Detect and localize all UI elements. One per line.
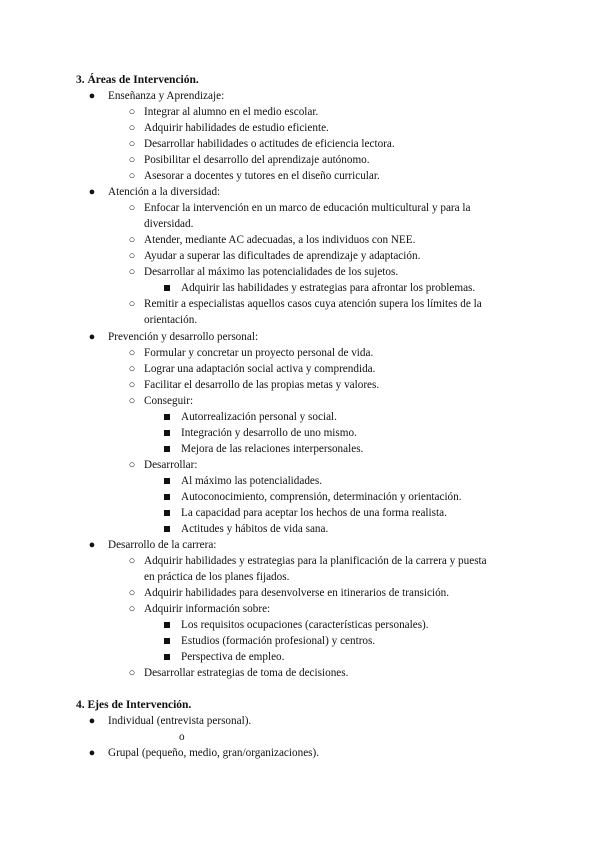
list-item: Grupal (pequeño, medio, gran/organizaciones). xyxy=(108,747,320,759)
bullet-circle-icon: ○ xyxy=(128,154,136,166)
bullet-circle-icon: ○ xyxy=(128,667,136,679)
bullet-square-icon xyxy=(164,414,170,420)
list-item: Individual (entrevista personal). xyxy=(108,715,252,727)
bullet-disc-icon: ● xyxy=(88,90,96,102)
list-item: La capacidad para aceptar los hechos de una forma realista. xyxy=(181,507,447,519)
bullet-circle-icon: ○ xyxy=(128,555,136,567)
list-item: Atender, mediante AC adecuadas, a los individuos con NEE. xyxy=(144,234,416,246)
list-item: Adquirir habilidades para desenvolverse en itinerarios de transición. xyxy=(144,587,450,599)
list-item: Desarrollo de la carrera: xyxy=(108,539,217,551)
section-4-heading: 4. Ejes de Intervención. xyxy=(76,699,192,711)
list-item: Ayudar a superar las dificultades de aprendizaje y adaptación. xyxy=(144,250,421,262)
bullet-disc-icon: ● xyxy=(88,186,96,198)
bullet-square-icon xyxy=(164,654,170,660)
list-item: Desarrollar: xyxy=(144,459,198,471)
bullet-square-icon xyxy=(164,526,170,532)
bullet-circle-icon: ○ xyxy=(128,603,136,615)
list-item: Al máximo las potencialidades. xyxy=(181,475,323,487)
bullet-circle-icon: ○ xyxy=(128,138,136,150)
list-item-continuation: orientación. xyxy=(144,314,198,326)
bullet-square-icon xyxy=(164,478,170,484)
bullet-disc-icon: ● xyxy=(88,715,96,727)
bullet-circle-icon: ○ xyxy=(128,363,136,375)
list-item: Adquirir información sobre: xyxy=(144,603,271,615)
section-3-heading: 3. Áreas de Intervención. xyxy=(76,74,199,86)
list-item: Integración y desarrollo de uno mismo. xyxy=(181,427,357,439)
list-item: Estudios (formación profesional) y centros. xyxy=(181,635,376,647)
bullet-disc-icon: ● xyxy=(88,331,96,343)
bullet-circle-icon: ○ xyxy=(128,587,136,599)
list-item: Atención a la diversidad: xyxy=(108,186,221,198)
list-item: Adquirir habilidades y estrategias para la planificación de la carrera y puesta xyxy=(144,555,487,567)
bullet-circle-icon: ○ xyxy=(128,266,136,278)
list-item-connector: o xyxy=(179,731,185,743)
list-item: Lograr una adaptación social activa y comprendida. xyxy=(144,363,376,375)
bullet-disc-icon: ● xyxy=(88,747,96,759)
list-item: Adquirir las habilidades y estrategias para afrontar los problemas. xyxy=(181,282,476,294)
bullet-disc-icon: ● xyxy=(88,539,96,551)
list-item: Desarrollar al máximo las potencialidades de los sujetos. xyxy=(144,266,399,278)
bullet-circle-icon: ○ xyxy=(128,106,136,118)
bullet-circle-icon: ○ xyxy=(128,122,136,134)
bullet-square-icon xyxy=(164,494,170,500)
list-item: Los requisitos ocupaciones (características personales). xyxy=(181,619,429,631)
list-item: Formular y concretar un proyecto personal de vida. xyxy=(144,347,374,359)
bullet-circle-icon: ○ xyxy=(128,234,136,246)
list-item: Desarrollar habilidades o actitudes de eficiencia lectora. xyxy=(144,138,395,150)
list-item: Asesorar a docentes y tutores en el diseño curricular. xyxy=(144,170,380,182)
bullet-circle-icon: ○ xyxy=(128,395,136,407)
list-item: Desarrollar estrategias de toma de decisiones. xyxy=(144,667,349,679)
bullet-circle-icon: ○ xyxy=(128,459,136,471)
list-item: Autorrealización personal y social. xyxy=(181,411,337,423)
bullet-circle-icon: ○ xyxy=(128,202,136,214)
bullet-circle-icon: ○ xyxy=(128,379,136,391)
bullet-square-icon xyxy=(164,446,170,452)
list-item: Posibilitar el desarrollo del aprendizaje autónomo. xyxy=(144,154,370,166)
bullet-square-icon xyxy=(164,285,170,291)
list-item: Prevención y desarrollo personal: xyxy=(108,331,259,343)
bullet-square-icon xyxy=(164,510,170,516)
bullet-circle-icon: ○ xyxy=(128,347,136,359)
list-item-continuation: en práctica de los planes fijados. xyxy=(144,571,290,583)
bullet-circle-icon: ○ xyxy=(128,298,136,310)
list-item: Conseguir: xyxy=(144,395,194,407)
list-item: Autoconocimiento, comprensión, determinación y orientación. xyxy=(181,491,462,503)
list-item-continuation: diversidad. xyxy=(144,218,194,230)
list-item: Perspectiva de empleo. xyxy=(181,651,285,663)
list-item: Enseñanza y Aprendizaje: xyxy=(108,90,225,102)
bullet-square-icon xyxy=(164,622,170,628)
list-item: Actitudes y hábitos de vida sana. xyxy=(181,523,329,535)
list-item: Adquirir habilidades de estudio eficiente. xyxy=(144,122,329,134)
bullet-circle-icon: ○ xyxy=(128,170,136,182)
bullet-square-icon xyxy=(164,430,170,436)
list-item: Facilitar el desarrollo de las propias metas y valores. xyxy=(144,379,380,391)
bullet-square-icon xyxy=(164,638,170,644)
list-item: Remitir a especialistas aquellos casos cuya atención supera los límites de la xyxy=(144,298,482,310)
list-item: Mejora de las relaciones interpersonales. xyxy=(181,443,364,455)
list-item: Integrar al alumno en el medio escolar. xyxy=(144,106,319,118)
bullet-circle-icon: ○ xyxy=(128,250,136,262)
list-item: Enfocar la intervención en un marco de educación multicultural y para la xyxy=(144,202,471,214)
